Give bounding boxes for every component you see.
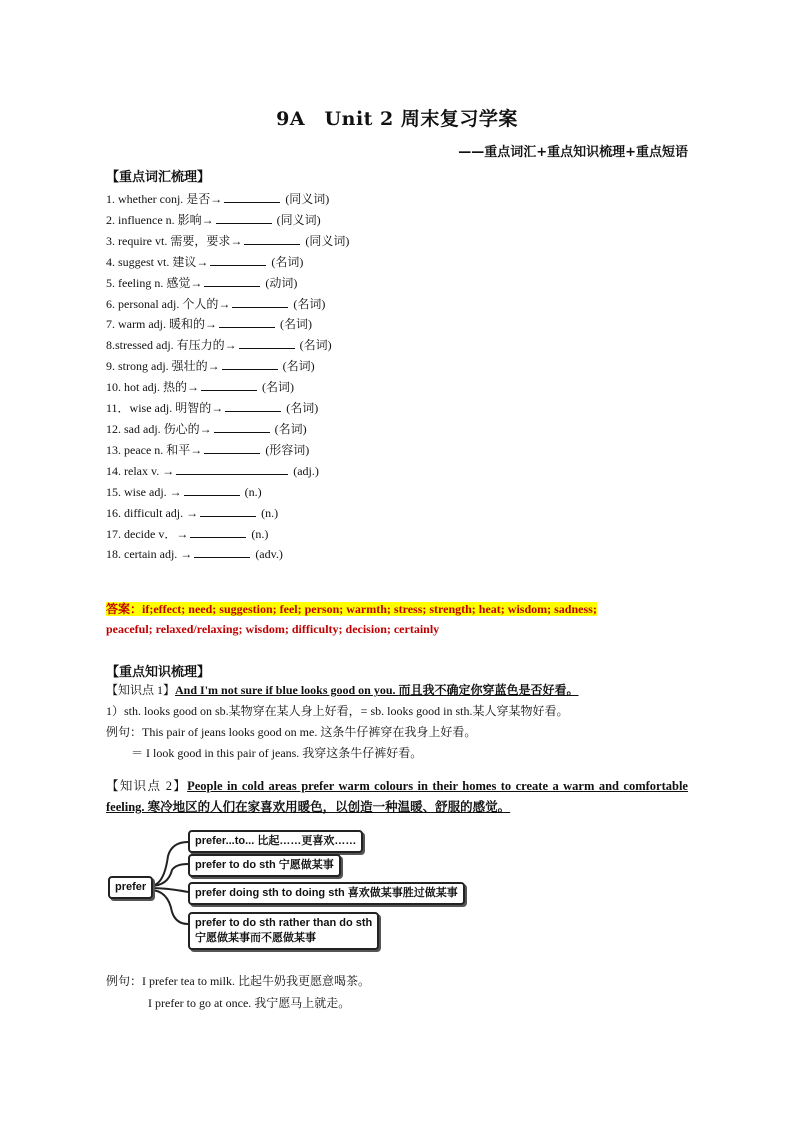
vocab-section-heading: 【重点词汇梳理】: [106, 170, 211, 185]
kp1-example-1: 例句：This pair of jeans looks good on me. 这条牛仔裤穿在我身上好看。: [106, 725, 477, 740]
answer-blank[interactable]: [222, 357, 278, 370]
answer-blank[interactable]: [239, 336, 295, 349]
kp2-example-2: I prefer to go at once. 我宁愿马上就走。: [148, 996, 351, 1011]
answer-blank[interactable]: [210, 253, 266, 266]
worksheet-page: [106, 100, 688, 1014]
kp2-example-1: 例句：I prefer tea to milk. 比起牛奶我更愿意喝茶。: [106, 974, 370, 989]
answer-blank[interactable]: [216, 211, 272, 224]
vocab-item: 17. decide v．→ (n.): [106, 526, 269, 541]
kp1-rule: 1）sth. looks good on sb.某物穿在某人身上好看，= sb. looks good in sth.某人穿某物好看。: [106, 704, 569, 719]
knowledge-point-1: 【知识点 1】And I'm not sure if blue looks good on you. 而且我不确定你穿蓝色是否好看。: [106, 683, 579, 698]
page-subtitle: ——重点词汇+重点知识梳理+重点短语: [458, 145, 688, 160]
answer-blank[interactable]: [201, 378, 257, 391]
vocab-item: 16. difficult adj. → (n.): [106, 505, 279, 520]
vocab-item: 1. whether conj. 是否→ (同义词): [106, 192, 330, 206]
kp1-sentence: And I'm not sure if blue looks good on you. 而且我不确定你穿蓝色是否好看。: [175, 683, 579, 698]
mind-map-branch: prefer doing sth to doing sth 喜欢做某事胜过做某事: [188, 882, 465, 905]
answer-blank[interactable]: [232, 295, 288, 308]
answer-key-line-2: peaceful; relaxed/relaxing; wisdom; difficulty; decision; certainly: [106, 622, 440, 637]
answer-key-line-1: 答案：if;effect; need; suggestion; feel; person; warmth; stress; strength; heat; wisdom; sadness;: [106, 602, 597, 617]
knowledge-section: [106, 661, 688, 1014]
answer-blank[interactable]: [200, 504, 256, 517]
vocab-list: [106, 189, 688, 565]
vocab-item: 10. hot adj. 热的→ (名词): [106, 380, 294, 395]
vocab-item: 15. wise adj. → (n.): [106, 484, 262, 499]
mind-map-branch: prefer to do sth 宁愿做某事: [188, 854, 341, 877]
answer-blank[interactable]: [225, 399, 281, 412]
answer-blank[interactable]: [190, 525, 246, 538]
mind-map-branch: prefer...to... 比起……更喜欢……: [188, 830, 363, 853]
knowledge-point-2: 【知识点 2】People in cold areas prefer warm colours in their homes to create a warm and comfortable feeling. 寒冷地区的人们在家喜欢用暖色，以创造一种温暖、舒服的感觉。: [106, 779, 688, 815]
knowledge-section-heading: 【重点知识梳理】: [106, 665, 211, 681]
answer-blank[interactable]: [224, 190, 280, 203]
page-title: 9A Unit 2 周末复习学案: [276, 108, 518, 130]
answer-blank[interactable]: [176, 462, 288, 475]
answer-blank[interactable]: [204, 274, 260, 287]
vocab-item: 9. strong adj. 强壮的→ (名词): [106, 359, 315, 374]
answer-blank[interactable]: [214, 420, 270, 433]
kp2-examples: [106, 970, 688, 1014]
answer-blank[interactable]: [219, 315, 275, 328]
vocab-item: 11．wise adj. 明智的→ (名词): [106, 401, 319, 416]
answer-key: [106, 599, 688, 639]
answer-blank[interactable]: [204, 441, 260, 454]
answer-blank[interactable]: [244, 232, 300, 245]
mind-map-center: prefer: [108, 876, 153, 899]
vocab-item: 8.stressed adj. 有压力的→ (名词): [106, 338, 332, 353]
vocab-item: 13. peace n. 和平→ (形容词): [106, 442, 310, 457]
kp2-sentence: People in cold areas prefer warm colours in their homes to create a warm and comfortable feeling. 寒冷地区的人们在家喜欢用暖色，以创造一种温暖、舒服的感觉。: [106, 779, 688, 815]
answer-blank[interactable]: [194, 545, 250, 558]
vocab-item: 3. require vt. 需要，要求→ (同义词): [106, 233, 350, 248]
vocab-item: 4. suggest vt. 建议→ (名词): [106, 254, 304, 269]
vocab-item: 14. relax v. → (adj.): [106, 463, 319, 478]
vocab-item: 12. sad adj. 伤心的→ (名词): [106, 421, 307, 436]
mind-map-branch: prefer to do sth rather than do sth 宁愿做某事而不愿做某事: [188, 912, 379, 950]
vocab-item: 5. feeling n. 感觉→ (动词): [106, 275, 298, 290]
vocab-item: 18. certain adj. → (adv.): [106, 547, 283, 562]
answer-blank[interactable]: [184, 483, 240, 496]
kp1-example-2: ＝ I look good in this pair of jeans. 我穿这条牛仔裤好看。: [131, 746, 423, 761]
vocab-item: 7. warm adj. 暖和的→ (名词): [106, 317, 312, 332]
vocab-item: 2. influence n. 影响→ (同义词): [106, 212, 321, 227]
vocab-item: 6. personal adj. 个人的→ (名词): [106, 296, 326, 311]
prefer-mind-map: [106, 826, 566, 954]
